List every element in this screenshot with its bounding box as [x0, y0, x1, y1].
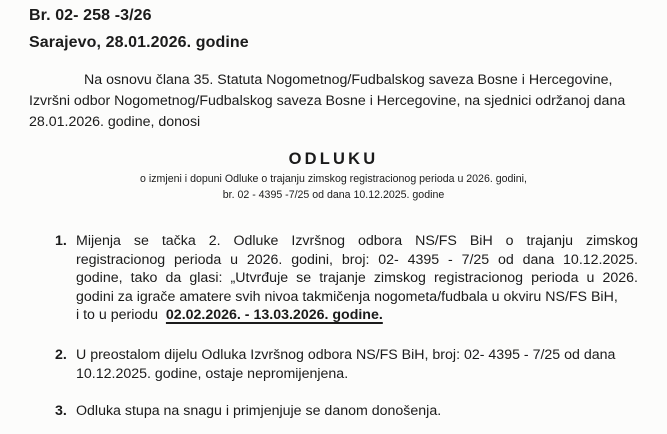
item-number: 2. [55, 347, 67, 363]
item-number: 1. [55, 233, 67, 249]
item-1-line: godine, tako da glasi: „Utvrđuje se trajanje zimskog registracionog perioda u 2026. [76, 270, 638, 286]
place-and-date: Sarajevo, 28.01.2026. godine [29, 34, 249, 51]
item-2-line: U preostalom dijelu Odluka Izvršnog odbora NS/FS BiH, broj: 02- 4395 - 7/25 od dana [76, 347, 616, 363]
intro-line-1: Na osnovu člana 35. Statuta Nogometnog/Fudbalskog saveza Bosne i Hercegovine, [84, 72, 613, 88]
item-2-line: 10.12.2025. godine, ostaje nepromijenjena. [76, 366, 349, 382]
intro-line-3: 28.01.2026. godine, donosi [29, 114, 201, 130]
decision-title: ODLUKU [288, 150, 379, 168]
intro-line-2: Izvršni odbor Nogometnog/Fudbalskog saveza Bosne i Hercegovine, na sjednici održanoj dana [29, 93, 626, 109]
decision-subtitle-line-2: br. 02 - 4395 -7/25 od dana 10.12.2025. godine [222, 189, 445, 201]
item-3-line: Odluka stupa na snagu i primjenjuje se danom donošenja. [76, 403, 442, 419]
item-1-line: Mijenja se tačka 2. Odluke Izvršnog odbora NS/FS BiH o trajanju zimskog [76, 233, 638, 249]
item-1-last-line [76, 307, 383, 323]
decision-subtitle-line-1: o izmjeni i dopuni Odluke o trajanju zimskog registracionog perioda u 2026. godini, [140, 173, 527, 185]
item-1-line: registracionog perioda u 2026. godini, broj: 02- 4395 - 7/25 od dana 10.12.2025. [76, 252, 638, 268]
registration-period: 02.02.2026. - 13.03.2026. godine. [165, 307, 383, 323]
item-number: 3. [55, 403, 67, 419]
item-1-line: godini za igrače amatere svih nivoa takmičenja nogometa/fudbala u okviru NS/FS BiH, [76, 289, 618, 305]
item-1-line: i to u periodu [76, 307, 159, 323]
reference-number: Br. 02- 258 -3/26 [29, 7, 152, 24]
